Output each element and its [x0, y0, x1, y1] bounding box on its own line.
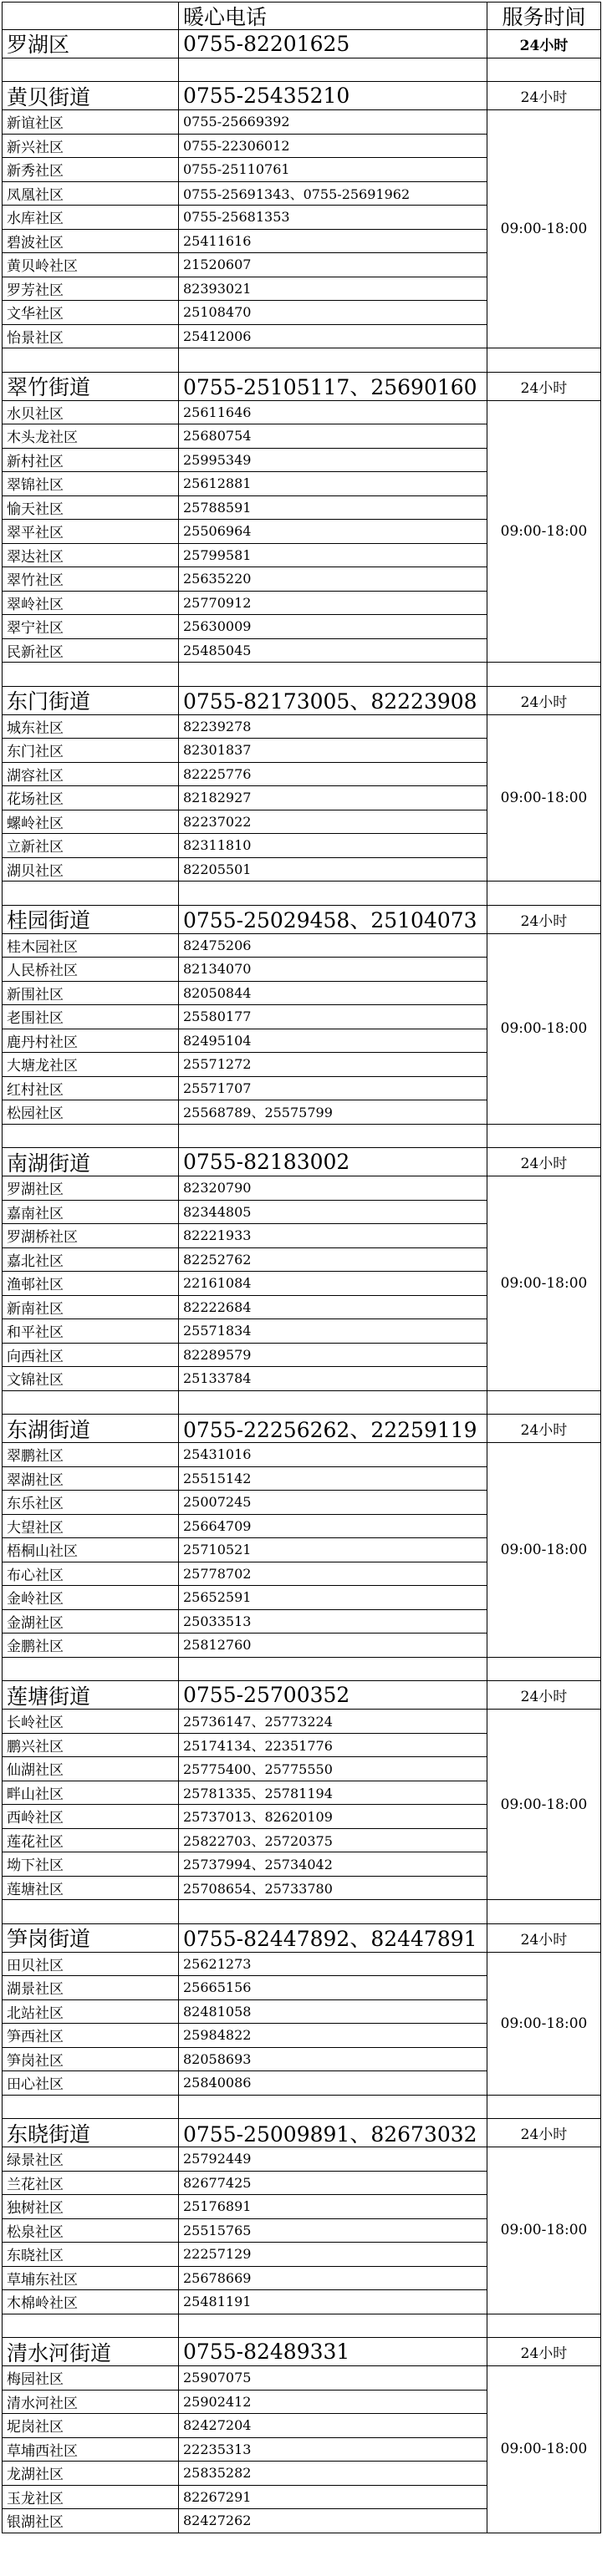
community-name: 湖贝社区 [2, 857, 179, 882]
street-name: 南湖街道 [2, 1147, 179, 1176]
community-name: 东乐社区 [2, 1490, 179, 1515]
community-phone: 82058693 [178, 2047, 487, 2072]
community-phone: 82222684 [178, 1295, 487, 1320]
community-phone: 82221933 [178, 1223, 487, 1248]
community-phone: 25840086 [178, 2070, 487, 2096]
community-name: 笋西社区 [2, 2023, 179, 2048]
community-name: 怡景社区 [2, 324, 179, 349]
district-time: 24小时 [487, 29, 601, 58]
community-name: 红村社区 [2, 1076, 179, 1101]
spacer-cell [487, 1124, 601, 1149]
spacer-cell [2, 1899, 179, 1924]
street-phone: 0755-25700352 [178, 1680, 487, 1710]
street-name: 桂园街道 [2, 905, 179, 934]
street-name: 东湖街道 [2, 1414, 179, 1443]
spacer-cell [487, 1899, 601, 1924]
community-phone: 25580177 [178, 1004, 487, 1029]
community-phone: 82252762 [178, 1247, 487, 1273]
community-name: 水库社区 [2, 205, 179, 230]
community-phone: 25664709 [178, 1514, 487, 1539]
spacer-cell [2, 1124, 179, 1149]
community-name: 松园社区 [2, 1100, 179, 1125]
street-name: 笋岗街道 [2, 1923, 179, 1953]
community-phone: 25775400、25775550 [178, 1756, 487, 1781]
district-phone: 0755-82201625 [178, 29, 487, 58]
community-name: 木头龙社区 [2, 424, 179, 449]
community-phone: 25678669 [178, 2266, 487, 2291]
street-phone: 0755-25009891、82673032 [178, 2118, 487, 2147]
community-name: 立新社区 [2, 833, 179, 858]
spacer-cell [178, 2314, 487, 2339]
community-name: 水贝社区 [2, 400, 179, 425]
community-phone: 0755-25110761 [178, 157, 487, 182]
community-name: 嘉南社区 [2, 1200, 179, 1225]
community-phone: 25033513 [178, 1609, 487, 1634]
community-phone: 82301837 [178, 738, 487, 763]
community-phone: 82182927 [178, 785, 487, 810]
community-name: 民新社区 [2, 638, 179, 663]
community-phone: 25411616 [178, 229, 487, 254]
community-name: 金鹏社区 [2, 1633, 179, 1658]
community-phone: 82237022 [178, 810, 487, 835]
community-phone: 82427204 [178, 2413, 487, 2438]
street-phone: 0755-82183002 [178, 1147, 487, 1176]
community-name: 湖景社区 [2, 1975, 179, 2000]
street-time: 24小时 [487, 1923, 601, 1953]
community-name: 新谊社区 [2, 109, 179, 135]
community-name: 人民桥社区 [2, 957, 179, 982]
spacer-cell [2, 662, 179, 687]
community-phone: 25822703、25720375 [178, 1828, 487, 1853]
community-name: 田贝社区 [2, 1952, 179, 1977]
community-name: 草埔东社区 [2, 2266, 179, 2291]
street-name: 莲塘街道 [2, 1680, 179, 1710]
community-name: 大塘龙社区 [2, 1052, 179, 1077]
community-service-hours: 09:00-18:00 [487, 2147, 601, 2314]
community-name: 龙湖社区 [2, 2461, 179, 2486]
spacer-cell [2, 58, 179, 83]
community-name: 罗湖社区 [2, 1176, 179, 1201]
spacer-cell [2, 881, 179, 906]
community-name: 嘉北社区 [2, 1247, 179, 1273]
community-phone: 82495104 [178, 1029, 487, 1054]
community-name: 罗湖桥社区 [2, 1223, 179, 1248]
community-phone: 25174134、22351776 [178, 1733, 487, 1758]
community-name: 凤凰社区 [2, 181, 179, 206]
community-phone: 21520607 [178, 252, 487, 277]
community-name: 翠锦社区 [2, 471, 179, 496]
community-name: 笋岗社区 [2, 2047, 179, 2072]
spacer-cell [2, 1390, 179, 1415]
spacer-cell [2, 2095, 179, 2120]
community-name: 花场社区 [2, 785, 179, 810]
header-phone-cell: 暖心电话 [178, 2, 487, 30]
community-phone: 25412006 [178, 324, 487, 349]
community-phone: 82134070 [178, 957, 487, 982]
community-name: 木棉岭社区 [2, 2289, 179, 2314]
street-time: 24小时 [487, 2118, 601, 2147]
spacer-cell [178, 2095, 487, 2120]
spacer-cell [178, 662, 487, 687]
community-phone: 82475206 [178, 933, 487, 958]
street-phone: 0755-82489331 [178, 2337, 487, 2366]
community-service-hours: 09:00-18:00 [487, 933, 601, 1125]
community-name: 向西社区 [2, 1343, 179, 1368]
header-time-cell: 服务时间 [487, 2, 601, 30]
community-name: 翠平社区 [2, 519, 179, 544]
community-name: 新兴社区 [2, 134, 179, 159]
community-phone: 25571707 [178, 1076, 487, 1101]
community-phone: 25571834 [178, 1318, 487, 1344]
street-time: 24小时 [487, 372, 601, 401]
community-phone: 25665156 [178, 1975, 487, 2000]
community-name: 松泉社区 [2, 2218, 179, 2243]
spacer-cell [178, 1390, 487, 1415]
spacer-cell [178, 1899, 487, 1924]
community-phone: 25835282 [178, 2461, 487, 2486]
street-time: 24小时 [487, 1147, 601, 1176]
community-phone: 82311810 [178, 833, 487, 858]
street-time: 24小时 [487, 81, 601, 110]
community-phone: 0755-25681353 [178, 205, 487, 230]
spacer-cell [487, 881, 601, 906]
street-name: 东晓街道 [2, 2118, 179, 2147]
community-name: 兰花社区 [2, 2171, 179, 2196]
community-phone: 25571272 [178, 1052, 487, 1077]
community-name: 和平社区 [2, 1318, 179, 1344]
community-name: 草埔西社区 [2, 2437, 179, 2462]
community-phone: 82267291 [178, 2485, 487, 2510]
community-phone: 25778702 [178, 1562, 487, 1587]
community-service-hours: 09:00-18:00 [487, 1176, 601, 1391]
community-phone: 25481191 [178, 2289, 487, 2314]
community-phone: 25133784 [178, 1366, 487, 1391]
community-service-hours: 09:00-18:00 [487, 1709, 601, 1900]
street-phone: 0755-25435210 [178, 81, 487, 110]
community-phone: 25515765 [178, 2218, 487, 2243]
community-phone: 25995349 [178, 448, 487, 473]
community-phone: 25108470 [178, 300, 487, 325]
community-phone: 82225776 [178, 762, 487, 787]
community-name: 新围社区 [2, 981, 179, 1006]
community-name: 翠竹社区 [2, 567, 179, 592]
spacer-cell [178, 1124, 487, 1149]
community-name: 莲花社区 [2, 1828, 179, 1853]
community-name: 北站社区 [2, 1999, 179, 2025]
community-name: 翠岭社区 [2, 591, 179, 616]
community-phone: 25770912 [178, 591, 487, 616]
community-name: 金岭社区 [2, 1585, 179, 1610]
community-service-hours: 09:00-18:00 [487, 1442, 601, 1658]
community-phone: 25788591 [178, 495, 487, 521]
community-name: 湖容社区 [2, 762, 179, 787]
spacer-cell [178, 881, 487, 906]
community-name: 新南社区 [2, 1295, 179, 1320]
community-phone: 82344805 [178, 1200, 487, 1225]
community-name: 田心社区 [2, 2070, 179, 2096]
community-name: 莲塘社区 [2, 1876, 179, 1901]
community-service-hours: 09:00-18:00 [487, 714, 601, 882]
community-name: 罗芳社区 [2, 277, 179, 302]
community-phone: 25907075 [178, 2365, 487, 2391]
community-service-hours: 09:00-18:00 [487, 400, 601, 663]
community-service-hours: 09:00-18:00 [487, 109, 601, 348]
community-name: 独树社区 [2, 2194, 179, 2219]
community-phone: 25506964 [178, 519, 487, 544]
community-phone: 82481058 [178, 1999, 487, 2025]
street-name: 东门街道 [2, 686, 179, 715]
community-phone: 25485045 [178, 638, 487, 663]
community-name: 梧桐山社区 [2, 1537, 179, 1562]
community-name: 东晓社区 [2, 2242, 179, 2267]
district-name: 罗湖区 [2, 29, 179, 58]
community-name: 布心社区 [2, 1562, 179, 1587]
community-name: 愉天社区 [2, 495, 179, 521]
community-phone: 25792449 [178, 2147, 487, 2172]
community-name: 老围社区 [2, 1004, 179, 1029]
community-phone: 25630009 [178, 614, 487, 639]
street-time: 24小时 [487, 2337, 601, 2366]
street-phone: 0755-25029458、25104073 [178, 905, 487, 934]
community-name: 渔邨社区 [2, 1271, 179, 1296]
community-name: 银湖社区 [2, 2508, 179, 2533]
community-name: 鹿丹村社区 [2, 1029, 179, 1054]
community-name: 新秀社区 [2, 157, 179, 182]
spacer-cell [2, 348, 179, 373]
community-phone: 82320790 [178, 1176, 487, 1201]
community-phone: 25737013、82620109 [178, 1804, 487, 1829]
spacer-cell [487, 348, 601, 373]
community-name: 玉龙社区 [2, 2485, 179, 2510]
community-name: 螺岭社区 [2, 810, 179, 835]
community-name: 翠宁社区 [2, 614, 179, 639]
community-name: 西岭社区 [2, 1804, 179, 1829]
community-name: 大望社区 [2, 1514, 179, 1539]
community-name: 新村社区 [2, 448, 179, 473]
spacer-cell [487, 2095, 601, 2120]
community-phone: 25652591 [178, 1585, 487, 1610]
spacer-cell [178, 1657, 487, 1682]
community-phone: 0755-25691343、0755-25691962 [178, 181, 487, 206]
community-name: 翠达社区 [2, 543, 179, 568]
community-name: 坭岗社区 [2, 2413, 179, 2438]
street-time: 24小时 [487, 905, 601, 934]
header-name-cell [2, 2, 179, 30]
spacer-cell [487, 1657, 601, 1682]
community-name: 仙湖社区 [2, 1756, 179, 1781]
community-phone: 0755-22306012 [178, 134, 487, 159]
community-phone: 82050844 [178, 981, 487, 1006]
community-name: 梅园社区 [2, 2365, 179, 2391]
spacer-cell [487, 2314, 601, 2339]
community-name: 翠湖社区 [2, 1466, 179, 1491]
street-phone: 0755-22256262、22259119 [178, 1414, 487, 1443]
spacer-cell [178, 58, 487, 83]
community-phone: 25176891 [178, 2194, 487, 2219]
community-name: 东门社区 [2, 738, 179, 763]
community-phone: 25635220 [178, 567, 487, 592]
community-service-hours: 09:00-18:00 [487, 2365, 601, 2533]
spacer-cell [487, 1390, 601, 1415]
community-name: 文华社区 [2, 300, 179, 325]
street-name: 黄贝街道 [2, 81, 179, 110]
street-time: 24小时 [487, 686, 601, 715]
community-name: 绿景社区 [2, 2147, 179, 2172]
street-time: 24小时 [487, 1680, 601, 1710]
community-phone: 25612881 [178, 471, 487, 496]
community-phone: 25611646 [178, 400, 487, 425]
community-phone: 82393021 [178, 277, 487, 302]
community-phone: 25799581 [178, 543, 487, 568]
community-phone: 25515142 [178, 1466, 487, 1491]
community-name: 黄贝岭社区 [2, 252, 179, 277]
community-phone: 25984822 [178, 2023, 487, 2048]
community-phone: 0755-25669392 [178, 109, 487, 135]
community-phone: 82289579 [178, 1343, 487, 1368]
spacer-cell [2, 1657, 179, 1682]
community-phone: 25812760 [178, 1633, 487, 1658]
community-phone: 82677425 [178, 2171, 487, 2196]
community-phone: 25431016 [178, 1442, 487, 1467]
community-phone: 25621273 [178, 1952, 487, 1977]
community-phone: 22161084 [178, 1271, 487, 1296]
community-phone: 25007245 [178, 1490, 487, 1515]
community-phone: 25708654、25733780 [178, 1876, 487, 1901]
community-name: 畔山社区 [2, 1781, 179, 1806]
spacer-cell [487, 662, 601, 687]
community-service-hours: 09:00-18:00 [487, 1952, 601, 2096]
community-name: 桂木园社区 [2, 933, 179, 958]
community-name: 文锦社区 [2, 1366, 179, 1391]
community-name: 翠鹏社区 [2, 1442, 179, 1467]
street-phone: 0755-82173005、82223908 [178, 686, 487, 715]
community-name: 坳下社区 [2, 1852, 179, 1877]
spacer-cell [2, 2314, 179, 2339]
spacer-cell [487, 58, 601, 83]
community-phone: 25736147、25773224 [178, 1709, 487, 1734]
community-phone: 25737994、25734042 [178, 1852, 487, 1877]
community-phone: 22257129 [178, 2242, 487, 2267]
community-name: 城东社区 [2, 714, 179, 739]
street-time: 24小时 [487, 1414, 601, 1443]
community-phone: 25902412 [178, 2390, 487, 2415]
street-phone: 0755-82447892、82447891 [178, 1923, 487, 1953]
community-phone: 25781335、25781194 [178, 1781, 487, 1806]
street-name: 清水河街道 [2, 2337, 179, 2366]
community-phone: 82205501 [178, 857, 487, 882]
community-name: 碧波社区 [2, 229, 179, 254]
street-name: 翠竹街道 [2, 372, 179, 401]
community-name: 长岭社区 [2, 1709, 179, 1734]
community-phone: 82239278 [178, 714, 487, 739]
community-name: 清水河社区 [2, 2390, 179, 2415]
community-name: 金湖社区 [2, 1609, 179, 1634]
community-name: 鹏兴社区 [2, 1733, 179, 1758]
community-phone: 22235313 [178, 2437, 487, 2462]
community-phone: 25568789、25575799 [178, 1100, 487, 1125]
street-phone: 0755-25105117、25690160 [178, 372, 487, 401]
community-phone: 25710521 [178, 1537, 487, 1562]
community-phone: 25680754 [178, 424, 487, 449]
spacer-cell [178, 348, 487, 373]
community-phone: 82427262 [178, 2508, 487, 2533]
